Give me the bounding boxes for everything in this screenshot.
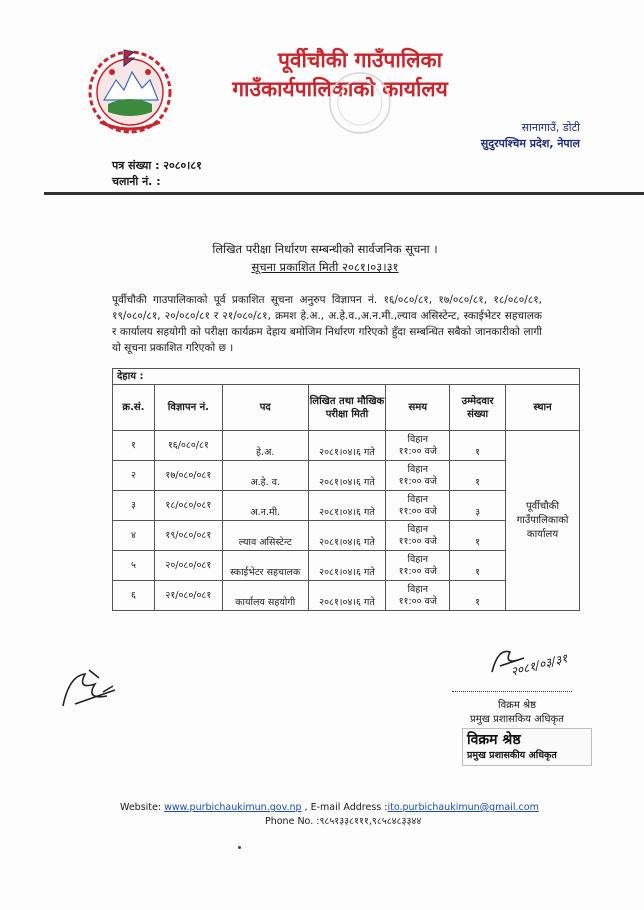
time-part-a: विहान (407, 583, 429, 595)
cell-post: अ.हे. व. (222, 461, 308, 491)
website-label: Website: (120, 802, 165, 813)
cell-ad-no: १६/०८०/८१ (154, 431, 222, 461)
notice-published-date: सूचना प्रकाशित मिती २०८१।०३।३१ (251, 260, 399, 274)
cell-ad-no: १८/०८०/०८१ (154, 491, 222, 521)
col-header-time: समय (386, 385, 450, 431)
email-link[interactable]: ito.purbichaukimun@gmail.com (387, 802, 539, 813)
header-divider (44, 192, 644, 195)
cell-date: २०८१।०४।६ गते (308, 461, 386, 491)
cell-time (386, 551, 450, 581)
phone-numbers: ९८५१३३८१११,९८५८४८३३४४ (319, 816, 422, 827)
ink-dot (238, 846, 241, 849)
office-name: गाउँकार्यपालिकाको कार्यालय (232, 77, 448, 101)
exam-schedule-table (112, 384, 580, 611)
col-header-sn: क्र.सं. (113, 385, 155, 431)
cell-ad-no: २१/०८०/०८१ (154, 581, 222, 611)
cell-date: २०८१।०४।६ गते (308, 551, 386, 581)
signer-designation: प्रमुख प्रशासकिय अधिकृत (470, 714, 564, 725)
cell-sn: ५ (113, 551, 155, 581)
nepal-emblem-icon (82, 42, 178, 138)
notice-body: पूर्वीचौकी गाउपालिकाको पूर्व प्रकाशित सूचना अनुरुप विज्ञापन नं. १६/०८०/८१, १७/०८०/८१, १८/०८०/८१, १९/०८०/८१, २०/०८०/८१ र २१/०८०/८१, क्रमश हे.अ., अ.हे.व.,अ.न.मी.,ल्याव असिस्टेन्ट, स्काईभेटर सहचालक र कार्यालय सहयोगी को परीक्षा कार्यक्रम देहाय बमोजिम निर्धारण गरिएको हुँदा सम्बन्धित सबैको जानकारीको लागी यो सूचना प्रकाशित गरिएको छ । (112, 294, 542, 354)
time-part-a: विहान (407, 523, 429, 535)
cell-count: ३ (450, 491, 506, 521)
col-header-date: लिखित तथा मौखिक परीक्षा मिती (308, 385, 386, 431)
dispatch-number: चलानी नं. : (112, 175, 161, 188)
cell-sn: ४ (113, 521, 155, 551)
cell-count: १ (450, 461, 506, 491)
website-link[interactable]: www.purbichaukimun.gov.np (164, 802, 302, 813)
cell-count: १ (450, 521, 506, 551)
cell-date: २०८१।०४।६ गते (308, 431, 386, 461)
table-row (113, 431, 580, 461)
footer-line-2 (265, 815, 580, 829)
time-part-b: ११:०० वजे (398, 505, 437, 517)
time-part-a: विहान (407, 463, 429, 475)
cell-post: अ.न.मी. (222, 491, 308, 521)
cell-sn: १ (113, 431, 155, 461)
cell-ad-no: २०/०८०/०८१ (154, 551, 222, 581)
cell-ad-no: १७/०८०/०८१ (154, 461, 222, 491)
cell-date: २०८१।०४।६ गते (308, 491, 386, 521)
time-part-b: ११:०० वजे (398, 535, 437, 547)
letter-number: पत्र संख्या : २०८०।८१ (112, 159, 202, 172)
office-address (455, 120, 580, 152)
cell-date: २०८१।०४।६ गते (308, 521, 386, 551)
cell-ad-no: १९/०८०/०८१ (154, 521, 222, 551)
name-seal-stamp (462, 728, 592, 766)
footer-line-1 (120, 801, 580, 815)
notice-heading (110, 240, 540, 276)
cell-venue: पूर्वीचौकी गाउँपालिकाको कार्यालय (506, 431, 580, 611)
initial-signature-icon (55, 656, 125, 716)
signature-date: २०८१/०३/३१ (509, 651, 569, 679)
cell-count: १ (450, 581, 506, 611)
cell-sn: ६ (113, 581, 155, 611)
time-part-a: विहान (407, 553, 429, 565)
col-header-post: पद (222, 385, 308, 431)
time-part-b: ११:०० वजे (398, 475, 437, 487)
footer-contact (120, 801, 580, 829)
cell-date: २०८१।०४।६ गते (308, 581, 386, 611)
time-part-a: विहान (407, 493, 429, 505)
time-part-a: विहान (407, 433, 429, 445)
signer-name: विक्रम श्रेष्ठ (498, 700, 536, 711)
letter-references (112, 158, 202, 190)
notice-title: लिखित परीक्षा निर्धारण सम्बन्धीको सार्वजनिक सूचना । (212, 242, 438, 256)
cell-count: १ (450, 431, 506, 461)
table-caption: देहाय : (112, 368, 580, 384)
cell-time (386, 431, 450, 461)
time-part-b: ११:०० वजे (398, 595, 437, 607)
signature-line (452, 691, 572, 692)
cell-time (386, 461, 450, 491)
cell-sn: ३ (113, 491, 155, 521)
cell-post: स्काईभेटर सहचालक (222, 551, 308, 581)
time-part-b: ११:०० वजे (398, 565, 437, 577)
col-header-count: उम्मेदवार संख्या (450, 385, 506, 431)
cell-post: कार्यालय सहयोगी (222, 581, 308, 611)
cell-time (386, 581, 450, 611)
cell-post: ल्याव असिस्टेन्ट (222, 521, 308, 551)
cell-post: हे.अ. (222, 431, 308, 461)
cell-sn: २ (113, 461, 155, 491)
address-line-2: सुदुरपश्चिम प्रदेश, नेपाल (480, 137, 580, 150)
col-header-venue: स्थान (506, 385, 580, 431)
handwritten-signature (480, 642, 580, 702)
cell-time (386, 521, 450, 551)
seal-name: विक्रम श्रेष्ठ (467, 732, 521, 748)
signer-block (452, 699, 582, 727)
email-label: , E-mail Address : (301, 802, 388, 813)
phone-label: Phone No. : (265, 816, 320, 827)
cell-time (386, 491, 450, 521)
table-header-row (113, 385, 580, 431)
col-header-ad-no: विज्ञापन नं. (154, 385, 222, 431)
address-line-1: सानागाउँ, डोटी (521, 121, 580, 134)
time-part-b: ११:०० वजे (398, 445, 437, 457)
cell-count: १ (450, 551, 506, 581)
seal-designation: प्रमुख प्रशासकीय अधिकृत (467, 750, 557, 761)
exam-schedule-table-wrapper (112, 368, 580, 611)
municipality-name: पूर्वीचौकी गाउँपालिका (277, 48, 443, 72)
